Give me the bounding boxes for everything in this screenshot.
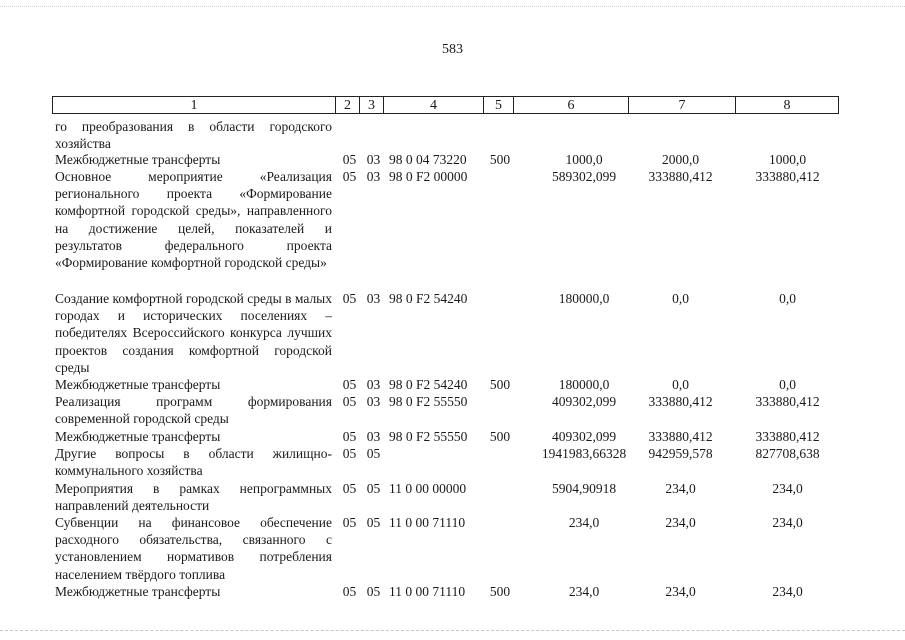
row-rz: 05 bbox=[342, 515, 357, 530]
row-name: Межбюджетные трансферты bbox=[55, 152, 221, 167]
row-y2: 333880,412 bbox=[648, 169, 713, 184]
row-y3: 827708,638 bbox=[755, 446, 820, 461]
row-y3: 234,0 bbox=[772, 481, 803, 496]
header-col-4: 4 bbox=[383, 96, 483, 114]
row-csr: 98 0 F2 55550 bbox=[389, 394, 468, 409]
row-y3: 234,0 bbox=[772, 584, 803, 599]
header-col-6: 6 bbox=[513, 96, 628, 114]
row-csr: 98 0 F2 55550 bbox=[389, 429, 468, 444]
row-y2: 234,0 bbox=[665, 481, 696, 496]
header-col-5: 5 bbox=[483, 96, 513, 114]
row-pr: 03 bbox=[366, 429, 381, 444]
row-csr: 98 0 F2 54240 bbox=[389, 291, 468, 306]
row-y3: 0,0 bbox=[779, 377, 796, 392]
row-y3: 333880,412 bbox=[755, 429, 820, 444]
row-y2: 0,0 bbox=[672, 291, 689, 306]
header-col-3: 3 bbox=[359, 96, 383, 114]
row-name: Межбюджетные трансферты bbox=[55, 584, 221, 599]
row-y2: 234,0 bbox=[665, 584, 696, 599]
row-rz: 05 bbox=[342, 481, 357, 496]
row-rz: 05 bbox=[342, 291, 357, 306]
row-rz: 05 bbox=[342, 429, 357, 444]
scan-edge-top bbox=[0, 6, 905, 7]
page-number: 583 bbox=[442, 42, 463, 57]
row-rz: 05 bbox=[342, 377, 357, 392]
row-y1: 1941983,66328 bbox=[541, 446, 627, 461]
row-y2: 0,0 bbox=[672, 377, 689, 392]
row-csr: 98 0 F2 00000 bbox=[389, 169, 468, 184]
row-y1: 409302,099 bbox=[551, 394, 617, 409]
row-name: го преобразования в области городского хозяйства bbox=[55, 119, 332, 152]
row-rz: 05 bbox=[342, 584, 357, 599]
row-name: Субвенции на финансовое обеспечение расходного обязательства, связанного с установлением нормативов потребления населением твёрдого топлива bbox=[55, 515, 332, 582]
row-y1: 180000,0 bbox=[558, 377, 610, 392]
scan-edge-bottom bbox=[0, 630, 905, 631]
row-pr: 05 bbox=[366, 584, 381, 599]
row-y1: 234,0 bbox=[568, 515, 600, 530]
row-pr: 03 bbox=[366, 169, 381, 184]
row-y3: 333880,412 bbox=[755, 169, 820, 184]
row-y1: 180000,0 bbox=[558, 291, 610, 306]
header-col-8: 8 bbox=[735, 96, 839, 114]
row-csr: 11 0 00 71110 bbox=[389, 515, 466, 530]
row-y2: 333880,412 bbox=[648, 394, 713, 409]
row-y3: 1000,0 bbox=[768, 152, 807, 167]
row-pr: 03 bbox=[366, 291, 381, 306]
row-y3: 234,0 bbox=[772, 515, 803, 530]
row-name: Межбюджетные трансферты bbox=[55, 377, 221, 392]
row-y1: 234,0 bbox=[568, 584, 600, 599]
row-y1: 1000,0 bbox=[565, 152, 603, 167]
row-y2: 333880,412 bbox=[648, 429, 713, 444]
row-csr: 98 0 04 73220 bbox=[389, 152, 467, 167]
row-y2: 234,0 bbox=[665, 515, 696, 530]
row-csr: 11 0 00 71110 bbox=[389, 584, 466, 599]
row-pr: 05 bbox=[366, 515, 381, 530]
row-name: Основное мероприятие «Реализация регионального проекта «Формирование комфортной городской среды», направленного на достижение целей, показателей и результатов федерального проекта «Формирование комфортной городской среды» bbox=[55, 169, 332, 271]
row-vr: 500 bbox=[489, 584, 511, 599]
row-y1: 5904,90918 bbox=[551, 481, 617, 496]
row-y1: 409302,099 bbox=[551, 429, 617, 444]
row-rz: 05 bbox=[342, 394, 357, 409]
row-pr: 03 bbox=[366, 377, 381, 392]
row-vr: 500 bbox=[489, 429, 511, 444]
row-name: Другие вопросы в области жилищно-коммунального хозяйства bbox=[55, 446, 332, 479]
row-vr: 500 bbox=[489, 377, 511, 392]
row-y3: 0,0 bbox=[779, 291, 796, 306]
row-name: Создание комфортной городской среды в малых городах и исторических поселениях – победителях Всероссийского конкурса лучших проектов создания комфортной городской среды bbox=[55, 291, 332, 375]
row-rz: 05 bbox=[342, 169, 357, 184]
header-col-7: 7 bbox=[628, 96, 735, 114]
row-y2: 2000,0 bbox=[661, 152, 700, 167]
row-pr: 05 bbox=[366, 446, 381, 461]
row-name: Межбюджетные трансферты bbox=[55, 429, 221, 444]
row-y1: 589302,099 bbox=[551, 169, 617, 184]
row-rz: 05 bbox=[342, 152, 357, 167]
row-pr: 05 bbox=[366, 481, 381, 496]
row-rz: 05 bbox=[342, 446, 357, 461]
row-y2: 942959,578 bbox=[648, 446, 713, 461]
header-col-2: 2 bbox=[335, 96, 359, 114]
row-y3: 333880,412 bbox=[755, 394, 820, 409]
row-csr: 98 0 F2 54240 bbox=[389, 377, 468, 392]
header-col-1: 1 bbox=[52, 96, 335, 114]
row-pr: 03 bbox=[366, 394, 381, 409]
row-csr: 11 0 00 00000 bbox=[389, 481, 467, 496]
row-pr: 03 bbox=[366, 152, 381, 167]
row-name: Реализация программ формирования современной городской среды bbox=[55, 394, 332, 427]
row-vr: 500 bbox=[489, 152, 511, 167]
row-name: Мероприятия в рамках непрограммных направлений деятельности bbox=[55, 481, 332, 514]
